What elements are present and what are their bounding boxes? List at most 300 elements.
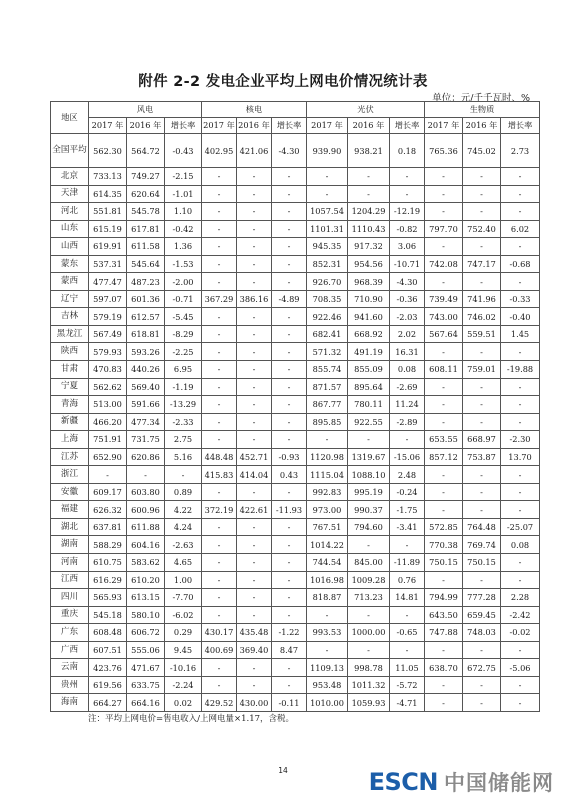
value-cell: - xyxy=(425,238,463,256)
value-cell: 6.95 xyxy=(165,361,202,379)
header-sub: 2017 年 xyxy=(89,118,127,134)
value-cell: 369.40 xyxy=(237,641,272,659)
value-cell: - xyxy=(202,255,237,273)
value-cell: - xyxy=(237,343,272,361)
value-cell: - xyxy=(307,168,348,186)
table-row xyxy=(51,185,540,203)
value-cell: - xyxy=(463,413,501,431)
value-cell: 746.02 xyxy=(463,308,501,326)
value-cell: 567.64 xyxy=(425,325,463,343)
value-cell: - xyxy=(202,273,237,291)
value-cell: - xyxy=(463,396,501,414)
value-cell: -5.06 xyxy=(501,659,540,677)
value-cell: - xyxy=(425,168,463,186)
value-cell: -1.53 xyxy=(165,255,202,273)
value-cell: -0.24 xyxy=(390,483,425,501)
value-cell: - xyxy=(272,676,307,694)
region-cell: 河南 xyxy=(51,554,89,572)
value-cell: 739.49 xyxy=(425,290,463,308)
table-row xyxy=(51,413,540,431)
table-row xyxy=(51,168,540,186)
value-cell: 748.03 xyxy=(463,624,501,642)
value-cell: -25.07 xyxy=(501,518,540,536)
value-cell: - xyxy=(237,676,272,694)
value-cell: - xyxy=(237,255,272,273)
value-cell: 448.48 xyxy=(202,448,237,466)
value-cell: - xyxy=(202,220,237,238)
header-region: 地区 xyxy=(51,102,89,134)
value-cell: 992.83 xyxy=(307,483,348,501)
value-cell: 565.93 xyxy=(89,589,127,607)
value-cell: - xyxy=(463,238,501,256)
value-cell: 2.75 xyxy=(165,431,202,449)
value-cell: 11.24 xyxy=(390,396,425,414)
value-cell: 612.57 xyxy=(127,308,165,326)
value-cell: 745.02 xyxy=(463,134,501,168)
value-cell: 1.45 xyxy=(501,325,540,343)
table-row xyxy=(51,325,540,343)
value-cell: - xyxy=(237,396,272,414)
value-cell: 1000.00 xyxy=(348,624,390,642)
value-cell: 608.48 xyxy=(89,624,127,642)
value-cell: -2.03 xyxy=(390,308,425,326)
region-cell: 四川 xyxy=(51,589,89,607)
table-row xyxy=(51,676,540,694)
table-row xyxy=(51,396,540,414)
value-cell: - xyxy=(425,396,463,414)
value-cell: 477.47 xyxy=(89,273,127,291)
value-cell: 747.17 xyxy=(463,255,501,273)
value-cell: - xyxy=(272,571,307,589)
value-cell: 562.62 xyxy=(89,378,127,396)
header-sub: 增长率 xyxy=(390,118,425,134)
region-cell: 北京 xyxy=(51,168,89,186)
value-cell: 571.32 xyxy=(307,343,348,361)
value-cell: -1.75 xyxy=(390,501,425,519)
table-row xyxy=(51,554,540,572)
region-cell: 重庆 xyxy=(51,606,89,624)
value-cell: 895.85 xyxy=(307,413,348,431)
value-cell: 611.58 xyxy=(127,238,165,256)
value-cell: - xyxy=(237,589,272,607)
table-row xyxy=(51,203,540,221)
value-cell: - xyxy=(272,255,307,273)
value-cell: -13.29 xyxy=(165,396,202,414)
value-cell: - xyxy=(237,273,272,291)
region-cell: 江苏 xyxy=(51,448,89,466)
unit-label: 单位：元/千千瓦时、% xyxy=(432,93,530,104)
value-cell: -19.88 xyxy=(501,361,540,379)
value-cell: 794.60 xyxy=(348,518,390,536)
value-cell: 16.31 xyxy=(390,343,425,361)
value-cell: - xyxy=(237,378,272,396)
region-cell: 广西 xyxy=(51,641,89,659)
value-cell: -1.19 xyxy=(165,378,202,396)
value-cell: - xyxy=(237,185,272,203)
value-cell: 1016.98 xyxy=(307,571,348,589)
value-cell: -1.22 xyxy=(272,624,307,642)
value-cell: 769.74 xyxy=(463,536,501,554)
value-cell: - xyxy=(425,466,463,484)
value-cell: - xyxy=(463,343,501,361)
header-group: 核电 xyxy=(202,102,307,118)
value-cell: -12.19 xyxy=(390,203,425,221)
value-cell: 13.70 xyxy=(501,448,540,466)
region-cell: 山西 xyxy=(51,238,89,256)
value-cell: 435.48 xyxy=(237,624,272,642)
value-cell: 430.00 xyxy=(237,694,272,712)
value-cell: 751.91 xyxy=(89,431,127,449)
value-cell: 8.47 xyxy=(272,641,307,659)
value-cell: -10.16 xyxy=(165,659,202,677)
region-cell: 云南 xyxy=(51,659,89,677)
value-cell: - xyxy=(237,659,272,677)
value-cell: 613.15 xyxy=(127,589,165,607)
value-cell: 0.89 xyxy=(165,483,202,501)
value-cell: 603.80 xyxy=(127,483,165,501)
value-cell: 0.08 xyxy=(390,361,425,379)
value-cell: - xyxy=(202,659,237,677)
value-cell: -0.02 xyxy=(501,624,540,642)
value-cell: 1101.31 xyxy=(307,220,348,238)
value-cell: 372.19 xyxy=(202,501,237,519)
value-cell: 852.31 xyxy=(307,255,348,273)
value-cell: -4.89 xyxy=(272,290,307,308)
value-cell: -10.71 xyxy=(390,255,425,273)
value-cell: 452.71 xyxy=(237,448,272,466)
value-cell: 423.76 xyxy=(89,659,127,677)
value-cell: - xyxy=(202,203,237,221)
value-cell: - xyxy=(390,431,425,449)
value-cell: - xyxy=(501,413,540,431)
value-cell: - xyxy=(425,571,463,589)
value-cell: 440.26 xyxy=(127,361,165,379)
region-cell: 河北 xyxy=(51,203,89,221)
value-cell: 400.69 xyxy=(202,641,237,659)
header-sub: 2016 年 xyxy=(348,118,390,134)
value-cell: -6.02 xyxy=(165,606,202,624)
value-cell: -0.33 xyxy=(501,290,540,308)
value-cell: - xyxy=(202,554,237,572)
value-cell: -5.72 xyxy=(390,676,425,694)
value-cell: - xyxy=(202,325,237,343)
value-cell: - xyxy=(501,238,540,256)
value-cell: - xyxy=(425,413,463,431)
value-cell: 1014.22 xyxy=(307,536,348,554)
value-cell: - xyxy=(202,343,237,361)
value-cell: - xyxy=(501,185,540,203)
value-cell: - xyxy=(202,308,237,326)
value-cell: -2.69 xyxy=(390,378,425,396)
value-cell: - xyxy=(348,606,390,624)
value-cell: 668.97 xyxy=(463,431,501,449)
region-cell: 湖南 xyxy=(51,536,89,554)
value-cell: 414.04 xyxy=(237,466,272,484)
header-group: 光伏 xyxy=(307,102,425,118)
value-cell: 1059.93 xyxy=(348,694,390,712)
value-cell: -2.15 xyxy=(165,168,202,186)
value-cell: 953.48 xyxy=(307,676,348,694)
value-cell: 610.20 xyxy=(127,571,165,589)
region-cell: 甘肃 xyxy=(51,361,89,379)
value-cell: 580.10 xyxy=(127,606,165,624)
value-cell: 429.52 xyxy=(202,694,237,712)
value-cell: 794.99 xyxy=(425,589,463,607)
value-cell: - xyxy=(307,185,348,203)
value-cell: - xyxy=(348,431,390,449)
value-cell: 477.34 xyxy=(127,413,165,431)
value-cell: - xyxy=(390,641,425,659)
value-cell: 938.21 xyxy=(348,134,390,168)
value-cell: -4.30 xyxy=(390,273,425,291)
value-cell: 513.00 xyxy=(89,396,127,414)
value-cell: 939.90 xyxy=(307,134,348,168)
value-cell: -0.40 xyxy=(501,308,540,326)
value-cell: 917.32 xyxy=(348,238,390,256)
value-cell: 1010.00 xyxy=(307,694,348,712)
value-cell: - xyxy=(272,343,307,361)
value-cell: 1.10 xyxy=(165,203,202,221)
footnote: 注：平均上网电价=售电收入/上网电量×1.17，含税。 xyxy=(88,714,295,724)
value-cell: 713.23 xyxy=(348,589,390,607)
region-cell: 广东 xyxy=(51,624,89,642)
value-cell: 664.27 xyxy=(89,694,127,712)
value-cell: 777.28 xyxy=(463,589,501,607)
value-cell: 11.05 xyxy=(390,659,425,677)
table-row xyxy=(51,273,540,291)
header-sub: 2017 年 xyxy=(202,118,237,134)
value-cell: - xyxy=(272,361,307,379)
value-cell: 620.64 xyxy=(127,185,165,203)
value-cell: 922.46 xyxy=(307,308,348,326)
value-cell: -7.70 xyxy=(165,589,202,607)
value-cell: 626.32 xyxy=(89,501,127,519)
value-cell: 614.35 xyxy=(89,185,127,203)
value-cell: 845.00 xyxy=(348,554,390,572)
table-row xyxy=(51,378,540,396)
value-cell: 742.08 xyxy=(425,255,463,273)
value-cell: - xyxy=(501,694,540,712)
header-sub: 2016 年 xyxy=(127,118,165,134)
value-cell: - xyxy=(501,168,540,186)
table-row xyxy=(51,483,540,501)
value-cell: 922.55 xyxy=(348,413,390,431)
header-sub: 2017 年 xyxy=(425,118,463,134)
value-cell: 752.40 xyxy=(463,220,501,238)
value-cell: - xyxy=(237,554,272,572)
value-cell: - xyxy=(501,466,540,484)
region-cell: 青海 xyxy=(51,396,89,414)
value-cell: 926.70 xyxy=(307,273,348,291)
value-cell: 14.81 xyxy=(390,589,425,607)
region-cell: 山东 xyxy=(51,220,89,238)
value-cell: - xyxy=(272,659,307,677)
value-cell: 402.95 xyxy=(202,134,237,168)
region-cell: 湖北 xyxy=(51,518,89,536)
value-cell: - xyxy=(202,378,237,396)
value-cell: 0.18 xyxy=(390,134,425,168)
value-cell: -15.06 xyxy=(390,448,425,466)
value-cell: - xyxy=(348,536,390,554)
value-cell: 466.20 xyxy=(89,413,127,431)
value-cell: - xyxy=(425,694,463,712)
value-cell: -2.33 xyxy=(165,413,202,431)
value-cell: - xyxy=(202,483,237,501)
value-cell: 615.19 xyxy=(89,220,127,238)
value-cell: 470.83 xyxy=(89,361,127,379)
value-cell: 430.17 xyxy=(202,624,237,642)
value-cell: - xyxy=(501,273,540,291)
value-cell: 487.23 xyxy=(127,273,165,291)
value-cell: 855.74 xyxy=(307,361,348,379)
price-table xyxy=(50,101,540,712)
value-cell: - xyxy=(272,536,307,554)
value-cell: - xyxy=(307,606,348,624)
region-cell: 吉林 xyxy=(51,308,89,326)
value-cell: - xyxy=(202,396,237,414)
table-row xyxy=(51,518,540,536)
value-cell: 579.19 xyxy=(89,308,127,326)
table-row xyxy=(51,431,540,449)
value-cell: 668.92 xyxy=(348,325,390,343)
value-cell: - xyxy=(272,308,307,326)
table-row xyxy=(51,448,540,466)
value-cell: 537.31 xyxy=(89,255,127,273)
value-cell: -2.42 xyxy=(501,606,540,624)
region-cell: 安徽 xyxy=(51,483,89,501)
value-cell: - xyxy=(272,518,307,536)
value-cell: 4.22 xyxy=(165,501,202,519)
value-cell: - xyxy=(237,168,272,186)
value-cell: 743.00 xyxy=(425,308,463,326)
value-cell: - xyxy=(425,185,463,203)
value-cell: 551.81 xyxy=(89,203,127,221)
value-cell: -0.11 xyxy=(272,694,307,712)
value-cell: - xyxy=(272,589,307,607)
value-cell: - xyxy=(501,501,540,519)
value-cell: - xyxy=(202,238,237,256)
value-cell: 653.55 xyxy=(425,431,463,449)
value-cell: - xyxy=(237,308,272,326)
value-cell: 765.36 xyxy=(425,134,463,168)
value-cell: - xyxy=(272,185,307,203)
value-cell: 638.70 xyxy=(425,659,463,677)
watermark-text: 中国储能网 xyxy=(444,771,554,795)
value-cell: - xyxy=(425,676,463,694)
table-row xyxy=(51,343,540,361)
region-cell: 贵州 xyxy=(51,676,89,694)
value-cell: 3.06 xyxy=(390,238,425,256)
value-cell: 491.19 xyxy=(348,343,390,361)
value-cell: -8.29 xyxy=(165,325,202,343)
value-cell: 1115.04 xyxy=(307,466,348,484)
value-cell: 749.27 xyxy=(127,168,165,186)
value-cell: 5.16 xyxy=(165,448,202,466)
value-cell: 9.45 xyxy=(165,641,202,659)
value-cell: - xyxy=(501,378,540,396)
value-cell: 954.56 xyxy=(348,255,390,273)
value-cell: -1.01 xyxy=(165,185,202,203)
value-cell: -11.89 xyxy=(390,554,425,572)
table-row xyxy=(51,606,540,624)
value-cell: - xyxy=(501,571,540,589)
value-cell: -2.25 xyxy=(165,343,202,361)
value-cell: - xyxy=(272,238,307,256)
value-cell: -2.89 xyxy=(390,413,425,431)
region-cell: 浙江 xyxy=(51,466,89,484)
value-cell: - xyxy=(272,220,307,238)
value-cell: 604.16 xyxy=(127,536,165,554)
value-cell: 818.87 xyxy=(307,589,348,607)
value-cell: 710.90 xyxy=(348,290,390,308)
table-row xyxy=(51,290,540,308)
value-cell: 545.78 xyxy=(127,203,165,221)
table-row xyxy=(51,501,540,519)
value-cell: 608.11 xyxy=(425,361,463,379)
value-cell: 1204.29 xyxy=(348,203,390,221)
value-cell: 579.93 xyxy=(89,343,127,361)
value-cell: - xyxy=(202,168,237,186)
value-cell: - xyxy=(202,589,237,607)
table-row xyxy=(51,571,540,589)
value-cell: - xyxy=(463,168,501,186)
table-row xyxy=(51,255,540,273)
value-cell: - xyxy=(202,431,237,449)
value-cell: 750.15 xyxy=(463,554,501,572)
value-cell: 993.53 xyxy=(307,624,348,642)
value-cell: 659.45 xyxy=(463,606,501,624)
value-cell: 2.28 xyxy=(501,589,540,607)
value-cell: - xyxy=(272,168,307,186)
value-cell: 998.78 xyxy=(348,659,390,677)
value-cell: 633.75 xyxy=(127,676,165,694)
value-cell: - xyxy=(463,571,501,589)
value-cell: 1009.28 xyxy=(348,571,390,589)
value-cell: 4.24 xyxy=(165,518,202,536)
value-cell: - xyxy=(272,413,307,431)
value-cell: - xyxy=(390,606,425,624)
value-cell: - xyxy=(202,571,237,589)
value-cell: - xyxy=(127,466,165,484)
value-cell: 0.08 xyxy=(501,536,540,554)
region-cell: 江西 xyxy=(51,571,89,589)
value-cell: 968.39 xyxy=(348,273,390,291)
value-cell: - xyxy=(272,396,307,414)
value-cell: - xyxy=(463,203,501,221)
value-cell: - xyxy=(501,396,540,414)
value-cell: 867.77 xyxy=(307,396,348,414)
value-cell: 0.02 xyxy=(165,694,202,712)
value-cell: 609.17 xyxy=(89,483,127,501)
value-cell: 367.29 xyxy=(202,290,237,308)
value-cell: 588.29 xyxy=(89,536,127,554)
value-cell: 597.07 xyxy=(89,290,127,308)
value-cell: 610.75 xyxy=(89,554,127,572)
value-cell: -0.42 xyxy=(165,220,202,238)
table-row xyxy=(51,624,540,642)
value-cell: 386.16 xyxy=(237,290,272,308)
value-cell: 545.18 xyxy=(89,606,127,624)
value-cell: 564.72 xyxy=(127,134,165,168)
value-cell: 747.88 xyxy=(425,624,463,642)
value-cell: - xyxy=(348,641,390,659)
header-group: 生物质 xyxy=(425,102,540,118)
value-cell: 990.37 xyxy=(348,501,390,519)
value-cell: 607.51 xyxy=(89,641,127,659)
value-cell: - xyxy=(348,185,390,203)
value-cell: 616.29 xyxy=(89,571,127,589)
value-cell: 1057.54 xyxy=(307,203,348,221)
